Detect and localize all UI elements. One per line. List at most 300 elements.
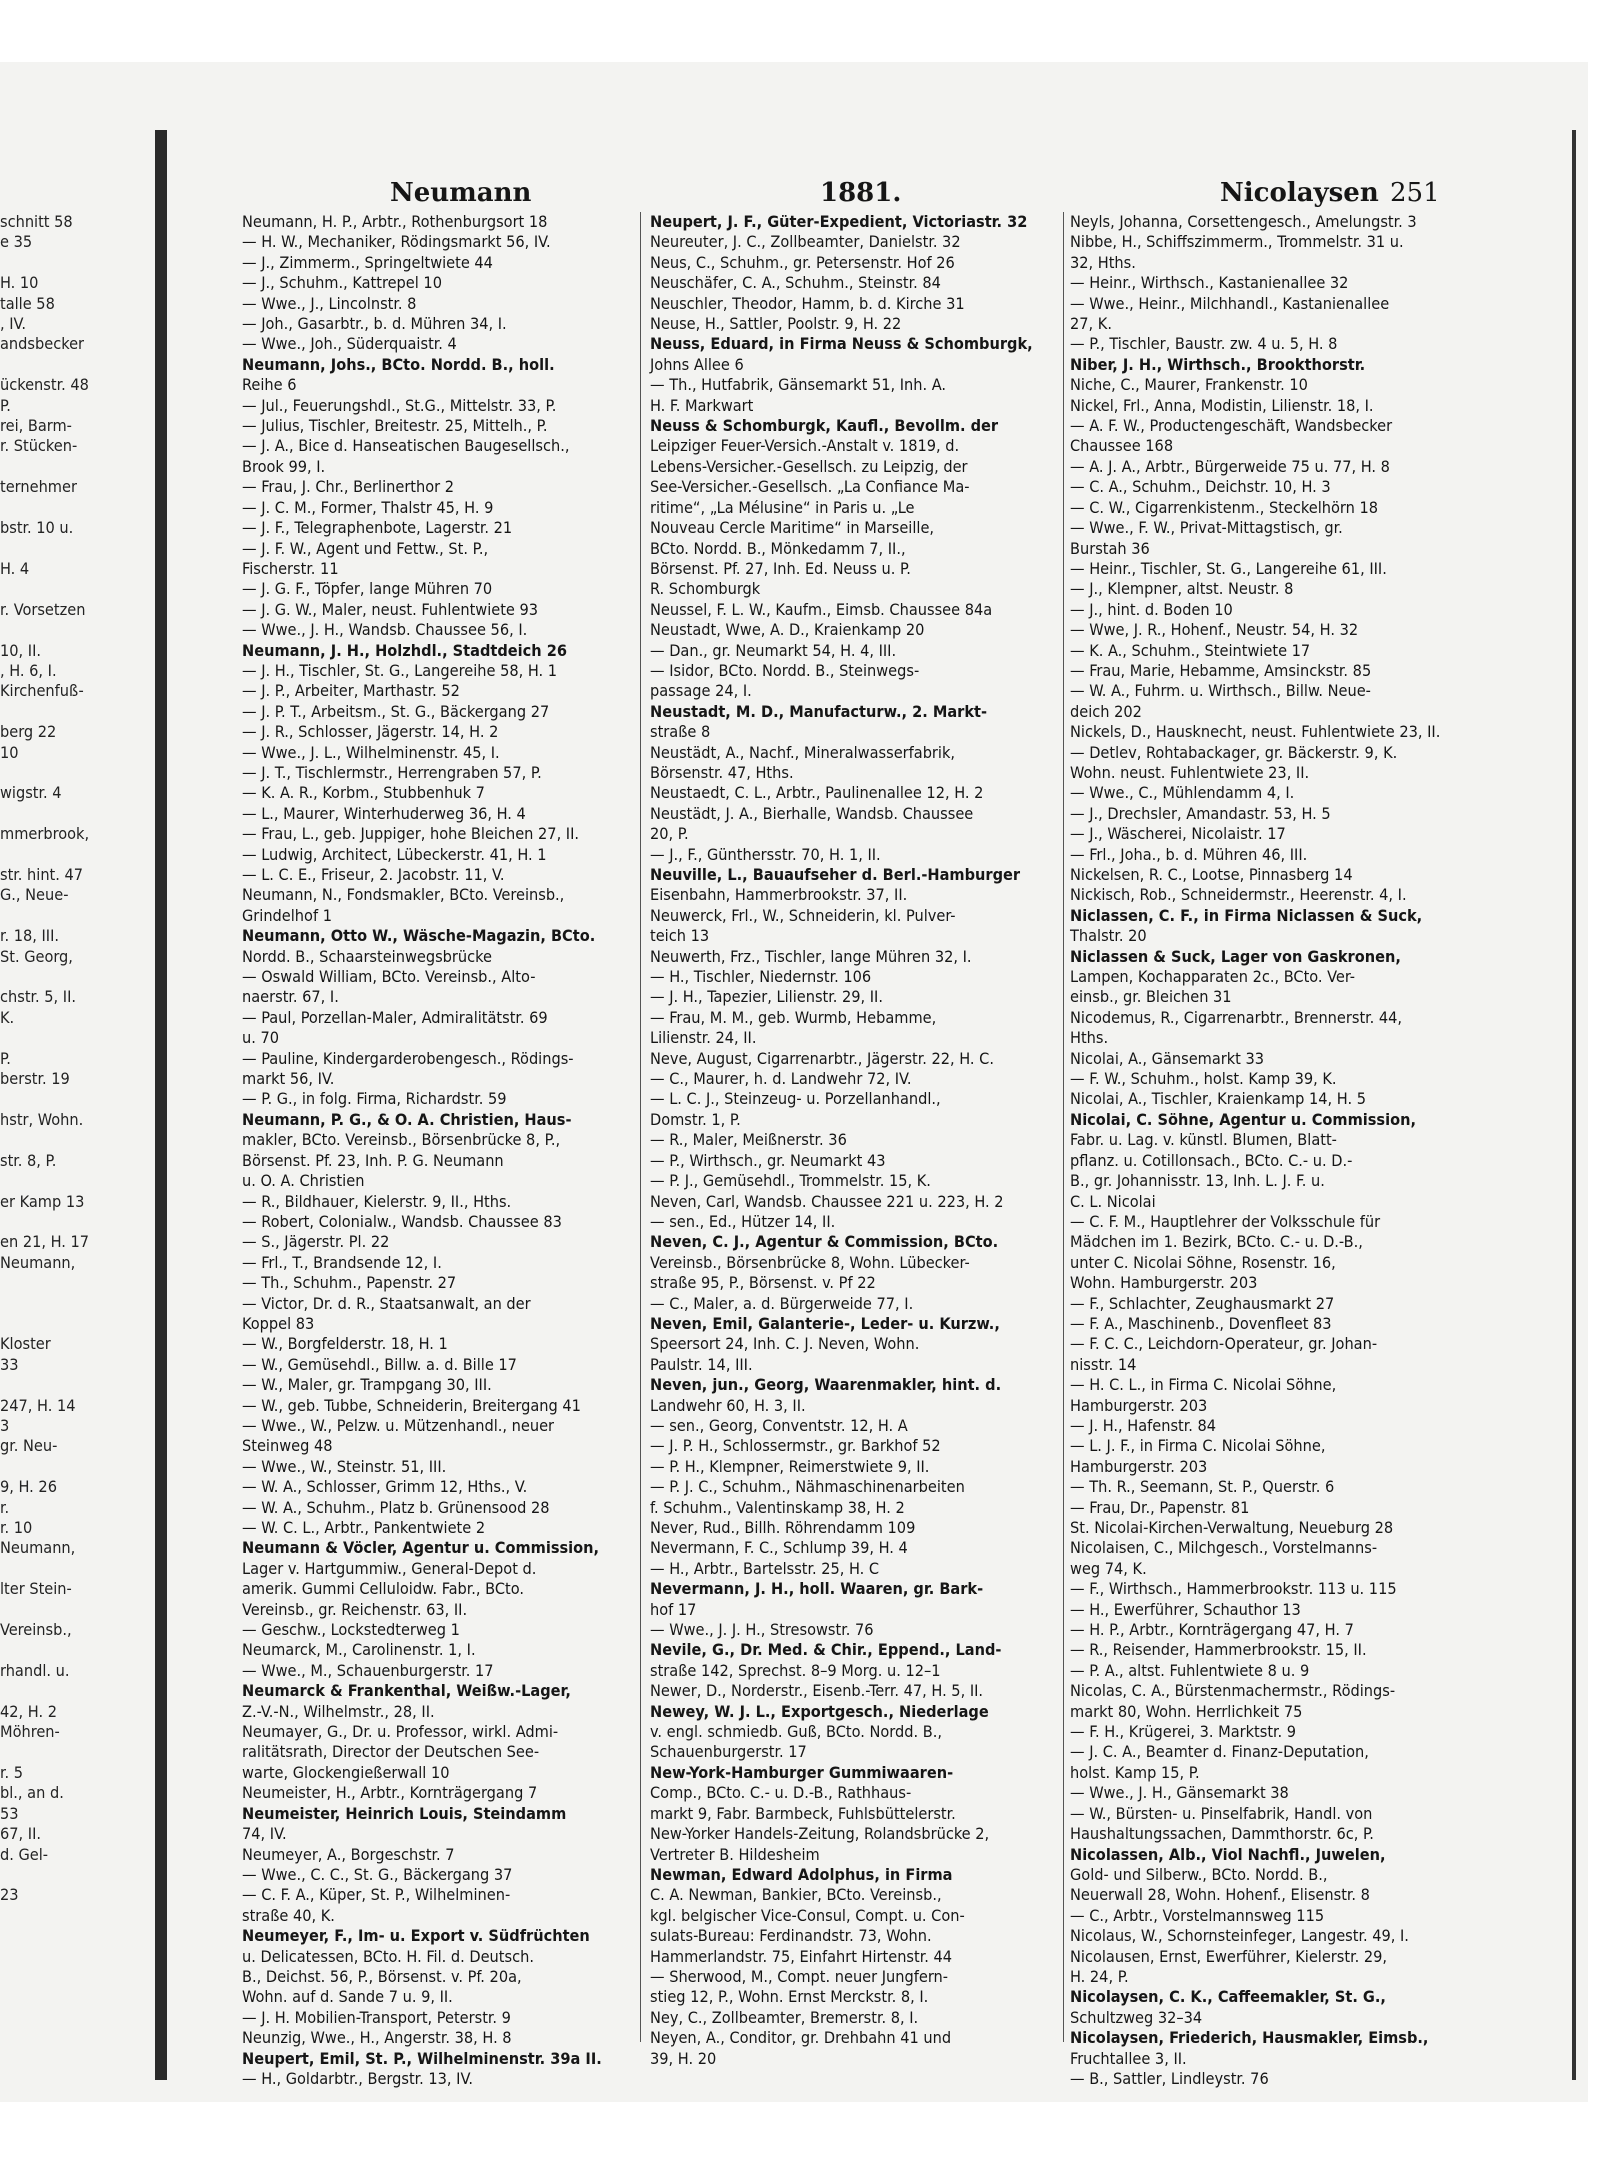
directory-line: Wohn. auf d. Sande 7 u. 9, II. (242, 1987, 453, 2007)
directory-line: unter C. Nicolai Söhne, Rosenstr. 16, (1070, 1252, 1336, 1272)
directory-line: — H., Ewerführer, Schauthor 13 (1070, 1599, 1301, 1619)
directory-line: See-Versicher.-Gesellsch. „La Confiance Ma- (650, 477, 970, 497)
directory-line: — Heinr., Tischler, St. G., Langereihe 61, III. (1070, 558, 1387, 578)
directory-line: chstr. 5, II. (0, 987, 76, 1007)
directory-line: — Joh., Gasarbtr., b. d. Mühren 34, I. (242, 314, 507, 334)
directory-line: — H., Tischler, Niedernstr. 106 (650, 967, 872, 987)
directory-line: — J. H., Tapezier, Lilienstr. 29, II. (650, 987, 883, 1007)
directory-line: 9, H. 26 (0, 1477, 57, 1497)
directory-line: f. Schuhm., Valentinskamp 38, H. 2 (650, 1497, 905, 1517)
directory-line: Neumeyer, A., Borgeschstr. 7 (242, 1844, 455, 1864)
directory-line: Niclassen & Suck, Lager von Gaskronen, (1070, 946, 1401, 966)
directory-line: Neyen, A., Conditor, gr. Drehbahn 41 und (650, 2028, 952, 2048)
directory-line: Nicolai, C. Söhne, Agentur u. Commission, (1070, 1109, 1416, 1129)
directory-line: Domstr. 1, P. (650, 1109, 741, 1129)
directory-line: gr. Neu- (0, 1436, 58, 1456)
directory-line: H. 10 (0, 273, 39, 293)
directory-line (0, 1212, 90, 1232)
directory-line: — Frl., T., Brandsende 12, I. (242, 1252, 442, 1272)
directory-line: New-Yorker Handels-Zeitung, Rolandsbrücke 2, (650, 1824, 990, 1844)
directory-line: — P. G., in folg. Firma, Richardstr. 59 (242, 1089, 507, 1109)
directory-line: — Geschw., Lockstedterweg 1 (242, 1620, 460, 1640)
directory-line: Chaussee 168 (1070, 436, 1174, 456)
directory-line: — Frl., Joha., b. d. Mühren 46, III. (1070, 844, 1308, 864)
directory-line: Nickisch, Rob., Schneidermstr., Heerenstr. 4, I. (1070, 885, 1407, 905)
directory-line: Nevermann, F. C., Schlump 39, H. 4 (650, 1538, 908, 1558)
directory-line: nisstr. 14 (1070, 1354, 1137, 1374)
directory-line: Hamburgerstr. 203 (1070, 1456, 1208, 1476)
page-edge (1572, 130, 1576, 2080)
header-left-word: Neumann (390, 178, 532, 208)
directory-line: — P., Tischler, Baustr. zw. 4 u. 5, H. 8 (1070, 334, 1338, 354)
directory-line: Nicodemus, R., Cigarrenarbtr., Brennerstr. 44, (1070, 1007, 1403, 1027)
directory-line: Neuse, H., Sattler, Poolstr. 9, H. 22 (650, 314, 902, 334)
directory-line: Speersort 24, Inh. C. J. Neven, Wohn. (650, 1334, 920, 1354)
directory-line: — Pauline, Kindergarderobengesch., Rödings- (242, 1048, 574, 1068)
directory-line: Lilienstr. 24, II. (650, 1028, 757, 1048)
directory-line: — K. A. R., Korbm., Stubbenhuk 7 (242, 783, 485, 803)
directory-line: u. Delicatessen, BCto. H. Fil. d. Deutsch. (242, 1946, 534, 1966)
directory-line: Lebens-Versicher.-Gesellsch. zu Leipzig, der (650, 456, 968, 476)
directory-line: B., Deichst. 56, P., Börsenst. v. Pf. 20a, (242, 1966, 522, 1986)
directory-line: Neus, C., Schuhm., gr. Petersenstr. Hof 26 (650, 252, 955, 272)
directory-line: — L. J. F., in Firma C. Nicolai Söhne, (1070, 1436, 1326, 1456)
directory-line: lter Stein- (0, 1579, 72, 1599)
directory-line: einsb., gr. Bleichen 31 (1070, 987, 1232, 1007)
directory-line: — Wwe., J., Lincolnstr. 8 (242, 293, 417, 313)
directory-line: — Wwe., J. J. H., Stresowstr. 76 (650, 1620, 874, 1640)
directory-line: Vereinsb., gr. Reichenstr. 63, II. (242, 1599, 468, 1619)
directory-line (0, 1089, 90, 1109)
directory-line: holst. Kamp 15, P. (1070, 1762, 1200, 1782)
directory-line: — sen., Ed., Hützer 14, II. (650, 1211, 836, 1231)
directory-line: Möhren- (0, 1722, 60, 1742)
directory-line: — Wwe., W., Steinstr. 51, III. (242, 1456, 447, 1476)
directory-line: hstr, Wohn. (0, 1109, 84, 1129)
directory-line: 3 (0, 1415, 10, 1435)
directory-line: Nickel, Frl., Anna, Modistin, Lilienstr. 18, I. (1070, 395, 1374, 415)
directory-line: straße 8 (650, 722, 711, 742)
directory-line: — Paul, Porzellan-Maler, Admiralitätstr. 69 (242, 1007, 548, 1027)
directory-line: Neustaedt, C. L., Arbtr., Paulinenallee 12, H. 2 (650, 783, 984, 803)
directory-line: Koppel 83 (242, 1313, 315, 1333)
directory-line: Neumann, N., Fondsmakler, BCto. Vereinsb., (242, 885, 565, 905)
directory-line: r. 5 (0, 1762, 24, 1782)
directory-line (0, 1273, 90, 1293)
directory-line: H. F. Markwart (650, 395, 754, 415)
directory-line: — H. W., Mechaniker, Rödingsmarkt 56, IV. (242, 232, 551, 252)
directory-line: — J., Wäscherei, Nicolaistr. 17 (1070, 824, 1286, 844)
directory-line: Z.-V.-N., Wilhelmstr., 28, II. (242, 1701, 435, 1721)
directory-line (0, 1742, 90, 1762)
directory-line: Neussel, F. L. W., Kaufm., Eimsb. Chaussee 84a (650, 599, 993, 619)
directory-line: Nouveau Cercle Maritime“ in Marseille, (650, 518, 935, 538)
directory-line: Burstah 36 (1070, 538, 1150, 558)
directory-line (0, 1681, 90, 1701)
directory-line: r. Vorsetzen (0, 599, 86, 619)
directory-line: H. 4 (0, 558, 30, 578)
directory-line: pflanz. u. Cotillonsach., BCto. C.- u. D.- (1070, 1150, 1353, 1170)
directory-line: Mädchen im 1. Bezirk, BCto. C.- u. D.-B., (1070, 1232, 1363, 1252)
directory-line: Börsenstr. 47, Hths. (650, 762, 794, 782)
directory-line: Neustadt, Wwe, A. D., Kraienkamp 20 (650, 620, 925, 640)
directory-line: 247, H. 14 (0, 1395, 76, 1415)
directory-line: Neuss, Eduard, in Firma Neuss & Schomburgk, (650, 334, 1033, 354)
directory-line: andsbecker (0, 334, 85, 354)
directory-line: passage 24, I. (650, 681, 752, 701)
directory-line (0, 1375, 90, 1395)
directory-line: — P. A., altst. Fuhlentwiete 8 u. 9 (1070, 1660, 1310, 1680)
directory-line: weg 74, K. (1070, 1558, 1147, 1578)
directory-line: — L., Maurer, Winterhuderweg 36, H. 4 (242, 803, 526, 823)
directory-line: u. O. A. Christien (242, 1171, 365, 1191)
directory-line: Neustadt, M. D., Manufacturw., 2. Markt- (650, 701, 988, 721)
directory-line: Nicolausen, Ernst, Ewerführer, Kielerstr. 29, (1070, 1946, 1387, 1966)
directory-line: Wohn. neust. Fuhlentwiete 23, II. (1070, 762, 1310, 782)
column-rule (640, 212, 641, 2042)
directory-line: St. Georg, (0, 946, 73, 966)
directory-line: — F. H., Krügerei, 3. Marktstr. 9 (1070, 1722, 1297, 1742)
directory-line: — F. C. C., Leichdorn-Operateur, gr. Johan- (1070, 1334, 1378, 1354)
directory-line: Never, Rud., Billh. Röhrendamm 109 (650, 1518, 916, 1537)
directory-line: bl., an d. (0, 1783, 64, 1803)
directory-line: e 35 (0, 232, 33, 252)
directory-line: u. 70 (242, 1028, 280, 1048)
directory-line: en 21, H. 17 (0, 1232, 90, 1252)
book-gutter (155, 130, 167, 2080)
directory-line (0, 1130, 90, 1150)
directory-line: r. (0, 1497, 10, 1517)
column-rule (1063, 212, 1064, 2042)
directory-line: 20, P. (650, 824, 689, 844)
directory-line: St. Nicolai-Kirchen-Verwaltung, Neueburg 28 (1070, 1518, 1394, 1537)
directory-line: Neupert, J. F., Güter-Expedient, Victoriastr. 32 (650, 212, 1028, 231)
directory-line: Eisenbahn, Hammerbrookstr. 37, II. (650, 885, 908, 905)
directory-line (0, 1457, 90, 1477)
directory-line: — Wwe., Joh., Süderquaistr. 4 (242, 334, 457, 354)
directory-line: — C. A., Schuhm., Deichstr. 10, H. 3 (1070, 477, 1331, 497)
directory-line: Vereinsb., (0, 1620, 72, 1640)
directory-line: Neuss & Schomburgk, Kaufl., Bevollm. der (650, 416, 999, 436)
directory-line: P. (0, 395, 11, 415)
directory-line: Comp., BCto. C.- u. D.-B., Rathhaus- (650, 1783, 912, 1803)
directory-line: — Victor, Dr. d. R., Staatsanwalt, an der (242, 1293, 531, 1313)
column-3 (1070, 212, 1470, 2088)
directory-line: Johns Allee 6 (650, 354, 744, 374)
directory-line: — J., Schuhm., Kattrepel 10 (242, 273, 442, 293)
directory-line (0, 702, 90, 722)
directory-line: Neven, C. J., Agentur & Commission, BCto. (650, 1232, 999, 1252)
directory-line (0, 253, 90, 273)
directory-line: — A. J. A., Arbtr., Bürgerweide 75 u. 77, H. 8 (1070, 456, 1390, 476)
directory-line: 33 (0, 1354, 19, 1374)
directory-line: — C. W., Cigarrenkistenm., Steckelhörn 18 (1070, 497, 1378, 517)
directory-line: 32, Hths. (1070, 252, 1136, 272)
directory-line: 53 (0, 1803, 19, 1823)
directory-line: Neuwerck, Frl., W., Schneiderin, kl. Pulver- (650, 905, 956, 925)
directory-line: — W., Gemüsehdl., Billw. a. d. Bille 17 (242, 1354, 517, 1374)
directory-line: — J. C. M., Former, Thalstr 45, H. 9 (242, 497, 494, 517)
directory-line: Nicolaysen, Friederich, Hausmakler, Eimsb., (1070, 2028, 1429, 2048)
directory-line: — Heinr., Wirthsch., Kastanienallee 32 (1070, 273, 1349, 293)
directory-line: Fabr. u. Lag. v. künstl. Blumen, Blatt- (1070, 1130, 1337, 1150)
directory-line: — J. A., Bice d. Hanseatischen Baugesellsch., (242, 436, 570, 456)
page-number: 251 (1390, 178, 1440, 208)
directory-line: Nicolaus, W., Schornsteinfeger, Langestr. 49, I. (1070, 1926, 1409, 1946)
directory-line (0, 1640, 90, 1660)
directory-line: — sen., Georg, Conventstr. 12, H. A (650, 1415, 908, 1435)
directory-line: — H., Goldarbtr., Bergstr. 13, IV. (242, 2068, 473, 2088)
directory-line: Neumann, P. G., & O. A. Christien, Haus- (242, 1109, 572, 1129)
directory-line: — J., Zimmerm., Springeltwiete 44 (242, 252, 493, 272)
directory-line: Brook 99, I. (242, 456, 326, 476)
directory-line: str. hint. 47 (0, 865, 84, 884)
directory-line: — W., geb. Tubbe, Schneiderin, Breitergang 41 (242, 1395, 581, 1415)
directory-line: Neumann, (0, 1252, 76, 1272)
header-right-word: Nicolaysen (1220, 178, 1379, 208)
directory-line: — F. W., Schuhm., holst. Kamp 39, K. (1070, 1069, 1337, 1089)
directory-line: rei, Barm- (0, 416, 72, 436)
directory-line: — P. H., Klempner, Reimerstwiete 9, II. (650, 1456, 930, 1476)
directory-line: Schauenburgerstr. 17 (650, 1742, 807, 1762)
directory-line: Ney, C., Zollbeamter, Bremerstr. 8, I. (650, 2007, 919, 2027)
directory-line: Neumann, (0, 1538, 76, 1558)
directory-line: — Robert, Colonialw., Wandsb. Chaussee 83 (242, 1211, 562, 1231)
directory-line: Niche, C., Maurer, Frankenstr. 10 (1070, 375, 1308, 395)
directory-line (0, 763, 90, 783)
directory-line: straße 95, P., Börsenst. v. Pf 22 (650, 1273, 876, 1293)
directory-line: str. 8, P. (0, 1150, 57, 1170)
directory-line: — P. J. C., Schuhm., Nähmaschinenarbeiten (650, 1477, 965, 1497)
directory-line: — J., hint. d. Boden 10 (1070, 599, 1233, 619)
directory-line: H. 24, P. (1070, 1966, 1129, 1986)
directory-line: Newman, Edward Adolphus, in Firma (650, 1864, 953, 1884)
directory-line: — J. R., Schlosser, Jägerstr. 14, H. 2 (242, 722, 499, 742)
directory-line: — Frau, L., geb. Juppiger, hohe Bleichen 27, II. (242, 824, 580, 844)
directory-line: — Dan., gr. Neumarkt 54, H. 4, III. (650, 640, 897, 660)
directory-line: — Wwe., W., Pelzw. u. Mützenhandl., neuer (242, 1415, 555, 1435)
directory-line: C. A. Newman, Bankier, BCto. Vereinsb., (650, 1885, 942, 1905)
directory-line: — Jul., Feuerungshdl., St.G., Mittelstr. 33, P. (242, 395, 557, 415)
directory-line: Neupert, Emil, St. P., Wilhelminenstr. 39a II. (242, 2048, 602, 2068)
directory-line: 10, II. (0, 640, 41, 660)
directory-line (0, 1294, 90, 1314)
directory-line: — W. A., Schuhm., Platz b. Grünensood 28 (242, 1497, 550, 1517)
directory-line: G., Neue- (0, 885, 69, 905)
directory-line: Fischerstr. 11 (242, 558, 339, 578)
directory-line (0, 457, 90, 477)
directory-line: Neumeister, H., Arbtr., Kornträgergang 7 (242, 1783, 538, 1803)
directory-line: — J., Klempner, altst. Neustr. 8 (1070, 579, 1294, 599)
directory-line: hof 17 (650, 1599, 697, 1619)
directory-line: bstr. 10 u. (0, 518, 74, 538)
directory-line: — Isidor, BCto. Nordd. B., Steinwegs- (650, 660, 920, 680)
directory-line: Neumann & Vöcler, Agentur u. Commission, (242, 1538, 600, 1558)
directory-line: — W. C. L., Arbtr., Pankentwiete 2 (242, 1518, 486, 1537)
directory-line (0, 1559, 90, 1579)
directory-line: stieg 12, P., Wohn. Ernst Merckstr. 8, I. (650, 1987, 929, 2007)
directory-line: Neuschäfer, C. A., Schuhm., Steinstr. 84 (650, 273, 941, 293)
directory-line: Nicolassen, Alb., Viol Nachfl., Juwelen, (1070, 1844, 1386, 1864)
directory-line: New-York-Hamburger Gummiwaaren- (650, 1762, 954, 1782)
directory-line: — Th. R., Seemann, St. P., Querstr. 6 (1070, 1477, 1335, 1497)
directory-line: r. Stücken- (0, 436, 78, 456)
directory-line: — Wwe., J. L., Wilhelminenstr. 45, I. (242, 742, 500, 762)
directory-line: — C., Maurer, h. d. Landwehr 72, IV. (650, 1069, 912, 1089)
directory-line: teich 13 (650, 926, 710, 946)
directory-line: K. (0, 1007, 15, 1027)
directory-line: Neven, jun., Georg, Waarenmakler, hint. d. (650, 1375, 1002, 1395)
directory-line: C. L. Nicolai (1070, 1191, 1156, 1211)
directory-line: — J., Drechsler, Amandastr. 53, H. 5 (1070, 803, 1331, 823)
column-2 (650, 212, 1065, 2068)
directory-line: schnitt 58 (0, 212, 73, 231)
directory-line: Nevile, G., Dr. Med. & Chir., Eppend., Land- (650, 1640, 1002, 1660)
directory-line: er Kamp 13 (0, 1191, 85, 1211)
directory-line: — Th., Schuhm., Papenstr. 27 (242, 1273, 457, 1293)
directory-line (0, 620, 90, 640)
directory-line: Kirchenfuß- (0, 681, 84, 701)
directory-line: Vereinsb., Börsenbrücke 8, Wohn. Lübecker- (650, 1252, 970, 1272)
directory-line: Reihe 6 (242, 375, 297, 395)
directory-line: Nicolaisen, C., Milchgesch., Vorstelmanns- (1070, 1538, 1378, 1558)
directory-line: markt 56, IV. (242, 1069, 335, 1089)
directory-line: — L. C. J., Steinzeug- u. Porzellanhandl., (650, 1089, 941, 1109)
directory-line: Niber, J. H., Wirthsch., Brookthorstr. (1070, 354, 1366, 374)
directory-line: — W., Maler, gr. Trampgang 30, III. (242, 1375, 492, 1395)
directory-line: Neuville, L., Bauaufseher d. Berl.-Hamburger (650, 865, 1021, 884)
directory-line: — Sherwood, M., Compt. neuer Jungfern- (650, 1966, 949, 1986)
directory-line: Paulstr. 14, III. (650, 1354, 753, 1374)
directory-line: — J. P. T., Arbeitsm., St. G., Bäckergang 27 (242, 701, 550, 721)
directory-line: Nordd. B., Schaarsteinwegsbrücke (242, 946, 492, 966)
directory-line: — W. A., Schlosser, Grimm 12, Hths., V. (242, 1477, 528, 1497)
directory-line (0, 579, 90, 599)
directory-line: — J. C. A., Beamter d. Finanz-Deputation, (1070, 1742, 1369, 1762)
directory-line: — Wwe., C. C., St. G., Bäckergang 37 (242, 1864, 513, 1884)
directory-line: Thalstr. 20 (1070, 926, 1147, 946)
directory-line: — Frau, Dr., Papenstr. 81 (1070, 1497, 1250, 1517)
directory-line (0, 539, 90, 559)
directory-line: d. Gel- (0, 1844, 49, 1864)
directory-line: Haushaltungssachen, Dammthorstr. 6c, P. (1070, 1824, 1374, 1844)
directory-line: Neuschler, Theodor, Hamm, b. d. Kirche 31 (650, 293, 965, 313)
directory-line: — Detlev, Rohtabackager, gr. Bäckerstr. 9, K. (1070, 742, 1398, 762)
directory-line: — J. F. W., Agent und Fettw., St. P., (242, 538, 489, 558)
directory-line: Neunzig, Wwe., H., Angerstr. 38, H. 8 (242, 2028, 512, 2048)
directory-line: — L. C. E., Friseur, 2. Jacobstr. 11, V. (242, 865, 505, 884)
directory-line: Nicolai, A., Tischler, Kraienkamp 14, H. 5 (1070, 1089, 1366, 1109)
directory-line: makler, BCto. Vereinsb., Börsenbrücke 8, P., (242, 1130, 561, 1150)
directory-line: Neureuter, J. C., Zollbeamter, Danielstr. 32 (650, 232, 961, 252)
directory-line: — C., Maler, a. d. Bürgerweide 77, I. (650, 1293, 914, 1313)
directory-line: 10 (0, 742, 19, 762)
directory-line: Neumann, Otto W., Wäsche-Magazin, BCto. (242, 926, 596, 946)
directory-line: Neustädt, A., Nachf., Mineralwasserfabrik, (650, 742, 956, 762)
directory-line: 67, II. (0, 1824, 41, 1844)
directory-line: — K. A., Schuhm., Steintwiete 17 (1070, 640, 1311, 660)
directory-line: — R., Reisender, Hammerbrookstr. 15, II. (1070, 1640, 1367, 1660)
directory-line (0, 967, 90, 987)
directory-line: , IV. (0, 314, 27, 334)
directory-line: Neumayer, G., Dr. u. Professor, wirkl. Admi- (242, 1722, 559, 1742)
directory-line (0, 355, 90, 375)
directory-line: Nicolai, A., Gänsemarkt 33 (1070, 1048, 1265, 1068)
directory-line: B., gr. Johannisstr. 13, Inh. L. J. F. u. (1070, 1171, 1325, 1191)
directory-line: Börsenst. Pf. 27, Inh. Ed. Neuss u. P. (650, 558, 911, 578)
directory-line: — J. T., Tischlermstr., Herrengraben 57, P. (242, 762, 542, 782)
directory-line: berstr. 19 (0, 1069, 70, 1089)
directory-line: warte, Glockengießerwall 10 (242, 1762, 450, 1782)
directory-line: — H., Arbtr., Bartelsstr. 25, H. C (650, 1558, 880, 1578)
directory-line: Schultzweg 32–34 (1070, 2007, 1203, 2027)
directory-line: Nibbe, H., Schiffszimmerm., Trommelstr. 31 u. (1070, 232, 1404, 252)
directory-line: ralitätsrath, Director der Deutschen See- (242, 1742, 540, 1762)
directory-line: Neumeyer, F., Im- u. Export v. Südfrüchten (242, 1926, 590, 1946)
directory-line: — W. A., Fuhrm. u. Wirthsch., Billw. Neue- (1070, 681, 1371, 701)
directory-line: Kloster (0, 1334, 51, 1354)
directory-line: — Wwe., C., Mühlendamm 4, I. (1070, 783, 1295, 803)
directory-line: — H. P., Arbtr., Kornträgergang 47, H. 7 (1070, 1620, 1354, 1640)
directory-line: deich 202 (1070, 701, 1142, 721)
directory-line (0, 906, 90, 926)
directory-line: — W., Borgfelderstr. 18, H. 1 (242, 1334, 448, 1354)
directory-line: — J. P., Arbeiter, Marthastr. 52 (242, 681, 460, 701)
directory-line: 39, H. 20 (650, 2048, 717, 2068)
directory-line: amerik. Gummi Celluloidw. Fabr., BCto. (242, 1579, 524, 1599)
directory-line: Hamburgerstr. 203 (1070, 1395, 1208, 1415)
directory-line: r. 18, III. (0, 926, 60, 946)
directory-line: markt 9, Fabr. Barmbeck, Fuhlsbüttelerstr. (650, 1803, 956, 1823)
directory-line: — J. P. H., Schlossermstr., gr. Barkhof 52 (650, 1436, 941, 1456)
directory-line: — F., Schlachter, Zeughausmarkt 27 (1070, 1293, 1335, 1313)
directory-line: Wohn. Hamburgerstr. 203 (1070, 1273, 1258, 1293)
directory-line: — J., F., Günthersstr. 70, H. 1, II. (650, 844, 881, 864)
directory-line: — J. H. Mobilien-Transport, Peterstr. 9 (242, 2007, 511, 2027)
directory-line: berg 22 (0, 722, 57, 742)
directory-line: Niclassen, C. F., in Firma Niclassen & Suck, (1070, 905, 1423, 925)
directory-line: Neumann, H. P., Arbtr., Rothenburgsort 18 (242, 212, 548, 231)
directory-line (0, 1314, 90, 1334)
directory-line: — P. J., Gemüsehdl., Trommelstr. 15, K. (650, 1171, 931, 1191)
directory-line: Landwehr 60, H. 3, II. (650, 1395, 806, 1415)
directory-line: — C. F. A., Küper, St. P., Wilhelminen- (242, 1885, 511, 1905)
directory-line: — Julius, Tischler, Breitestr. 25, Mittelh., P. (242, 416, 548, 436)
directory-line (0, 498, 90, 518)
directory-line: 23 (0, 1885, 19, 1905)
directory-line: 74, IV. (242, 1824, 287, 1844)
directory-line: Nickelsen, R. C., Lootse, Pinnasberg 14 (1070, 865, 1353, 884)
directory-line: Neumann, Johs., BCto. Nordd. B., holl. (242, 354, 555, 374)
directory-line: BCto. Nordd. B., Mönkedamm 7, II., (650, 538, 906, 558)
directory-line: Neumarck & Frankenthal, Weißw.-Lager, (242, 1681, 571, 1701)
directory-line: Newey, W. J. L., Exportgesch., Niederlage (650, 1701, 989, 1721)
directory-line: wigstr. 4 (0, 783, 62, 803)
directory-line: Neustädt, J. A., Bierhalle, Wandsb. Chaussee (650, 803, 974, 823)
directory-line: kgl. belgischer Vice-Consul, Compt. u. Con- (650, 1905, 965, 1925)
directory-line: Neven, Emil, Galanterie-, Leder- u. Kurzw., (650, 1313, 1000, 1333)
directory-line: — Wwe., J. H., Gänsemarkt 38 (1070, 1783, 1289, 1803)
directory-line: Gold- und Silberw., BCto. Nordd. B., (1070, 1864, 1328, 1884)
directory-line: — Oswald William, BCto. Vereinsb., Alto- (242, 967, 536, 987)
directory-line (0, 1171, 90, 1191)
directory-line: markt 80, Wohn. Herrlichkeit 75 (1070, 1701, 1303, 1721)
directory-line: 42, H. 2 (0, 1701, 57, 1721)
directory-line: — J. G. F., Töpfer, lange Mühren 70 (242, 579, 493, 599)
directory-line: — P., Wirthsch., gr. Neumarkt 43 (650, 1150, 886, 1170)
directory-line (0, 1028, 90, 1048)
directory-line: — A. F. W., Productengeschäft, Wandsbecker (1070, 416, 1393, 436)
